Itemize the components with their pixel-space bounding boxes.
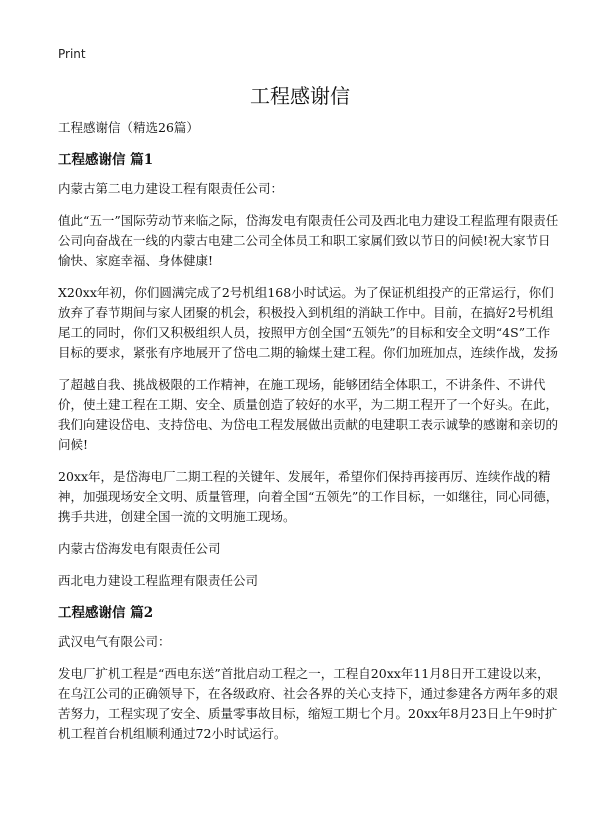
paragraph-signature: 内蒙古岱海发电有限责任公司 [58, 541, 221, 556]
paragraph-salutation: 武汉电气有限公司： [58, 634, 171, 649]
paragraph: 20xx年，是岱海电厂二期工程的关键年、发展年，希望你们保持再接再厉、连续作战的精神，加强现场安全文明、质量管理，向着全国“五领先”的工作目标，一如继往，同心同德，携手共进，创建全国一流的文明施工现场。 [58, 469, 559, 524]
page-title: 工程感谢信 [250, 84, 350, 108]
paragraph: 了超越自我、挑战极限的工作精神，在施工现场，能够团结全体职工，不讲条件、不讲代价，使土建工程在工期、安全、质量创造了较好的水平，为二期工程开了一个好头。在此，我们向建设岱电、支持岱电、为岱电工程发展做出贡献的电建职工表示诚挚的感谢和亲切的问候! [58, 377, 559, 452]
paragraph: 值此“五一”国际劳动节来临之际，岱海发电有限责任公司及西北电力建设工程监理有限责任公司向奋战在一线的内蒙古电建二公司全体员工和职工家属们致以节日的问候!祝大家节日愉快、家庭幸福、身体健康! [58, 213, 559, 268]
paragraph-signature: 西北电力建设工程监理有限责任公司 [58, 573, 259, 588]
section-heading: 工程感谢信 篇2 [58, 605, 154, 621]
document-body [58, 118, 560, 756]
section-heading: 工程感谢信 篇1 [58, 152, 154, 168]
paragraph: X20xx年初，你们圆满完成了2号机组168小时试运。为了保证机组投产的正常运行，你们放弃了春节期间与家人团聚的机会，积极投入到机组的消缺工作中。目前，在搞好2号机组尾工的同时，你们又积极组织人员，按照甲方创全国“五领先”的目标和安全文明“4S”工作目标的要求，紧张有序地展开了岱电二期的输煤土建工程。你们加班加点，连续作战，发扬 [58, 285, 559, 360]
print-link[interactable]: Print [58, 47, 86, 61]
paragraph: 发电厂扩机工程是“西电东送”首批启动工程之一，工程自20xx年11月8日开工建设以来，在乌江公司的正确领导下，在各级政府、社会各界的关心支持下，通过参建各方两年多的艰苦努力，工程实现了安全、质量零事故目标，缩短工期七个月。20xx年8月23日上午9时扩机工程首台机组顺利通过72小时试运行。 [58, 666, 559, 741]
document-subtitle: 工程感谢信（精选26篇） [58, 120, 199, 135]
paragraph-salutation: 内蒙古第二电力建设工程有限责任公司： [58, 181, 284, 196]
